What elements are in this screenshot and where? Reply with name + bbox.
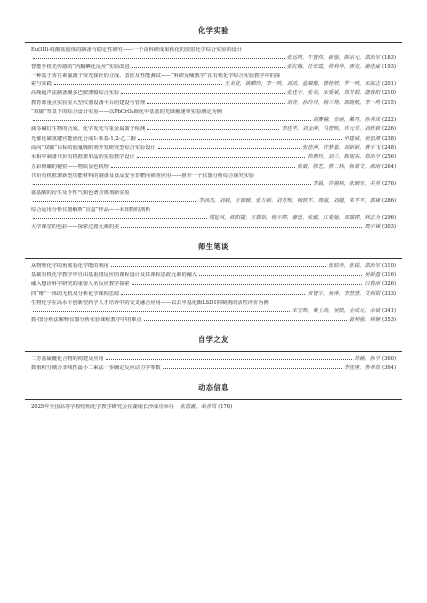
page-number: (210) xyxy=(382,90,396,97)
article-authors: 申建威，吴思源 xyxy=(343,135,381,142)
article-title: 智能手机光传感的“丙酮碘化反应”实验改进 xyxy=(31,63,130,70)
dot-leader xyxy=(121,294,305,295)
toc-entry[interactable] xyxy=(31,207,396,222)
dot-leader xyxy=(147,103,285,104)
toc-entry[interactable] xyxy=(31,164,396,172)
article-title: “双碳”背景下的综合设计实验——以PbCrO₄催化甲基蓝的光降解速率实验测定为例 xyxy=(31,109,222,116)
article-title: 基础有机化学教学中自由基重排反应的课程设计及其课程思政元素的融入 xyxy=(31,272,198,279)
article-title: 综合运用分析仪器解析“盲盒”样品——未知物的剖析 xyxy=(31,207,151,214)
article-authors: 郑征风，欧阳捷，王瑞如，杨宇婷，廖忠，张敏，江爱瑜，邓瑞婷，林志为 xyxy=(208,214,381,221)
page-number: (256) xyxy=(382,154,396,161)
article-authors: 宋宝辉，秦上尚，吴凯，金成元，余斌 xyxy=(291,307,381,314)
toc-section xyxy=(31,26,396,232)
toc-section xyxy=(31,335,396,373)
article-authors: 张恩鑫，荣善岚 xyxy=(179,403,217,410)
entry-line xyxy=(31,173,396,181)
dot-leader xyxy=(132,284,363,285)
entry-line xyxy=(31,291,396,299)
page-number: (226) xyxy=(382,126,396,133)
page-number: (176) xyxy=(218,403,233,410)
toc-entry[interactable] xyxy=(31,224,396,232)
toc-entry[interactable] xyxy=(31,90,396,98)
dot-leader xyxy=(33,120,311,121)
toc-entry[interactable] xyxy=(31,154,396,162)
dot-leader xyxy=(111,266,326,267)
dot-leader xyxy=(121,227,362,228)
article-authors: 张佳宇，张美，宋爱斌，郑芳娟，蒲春阳 xyxy=(286,90,381,97)
toc-entry[interactable] xyxy=(31,300,396,315)
article-authors: 刘赛楠，安丽，戴丹，孙秀成 xyxy=(312,116,381,123)
page-number: (248) xyxy=(382,144,396,151)
entry-line xyxy=(31,190,396,198)
entry-line xyxy=(31,109,396,117)
entry-line xyxy=(31,198,396,206)
article-title: 四“维”一体的无机及分析化学课程思政 xyxy=(31,290,120,297)
entry-line xyxy=(31,356,396,364)
entry-line xyxy=(31,164,396,172)
article-title: 滴芬碱钉生物的合成、化学发光与重金属离子检测 xyxy=(31,126,146,133)
article-authors: 张敏，徐艺，蔡二林，杨景文，郝雨 xyxy=(297,163,381,170)
article-title: 水相中制备共价有机框架单晶的实验教学设计 xyxy=(31,154,135,161)
article-title: 氨基酸的衍生及手性气相色谱含离剂新实验 xyxy=(31,190,130,197)
page-number: (333) xyxy=(382,290,396,297)
section-divider xyxy=(25,351,402,352)
dot-leader xyxy=(137,157,306,158)
article-authors: 周宇锦 xyxy=(364,224,381,231)
toc-entry[interactable] xyxy=(31,109,396,124)
article-title: Eu(III)-硅酸盐胶体的制备与稳定性研究——一个由科研成果转化的放射化学综合实验的设计 xyxy=(31,47,243,53)
entry-line xyxy=(31,90,396,98)
article-title: 数值积分耦合非线性最小二乘法一步确定反应动力学参数 xyxy=(31,365,161,372)
page-number: (222) xyxy=(382,116,396,123)
page-number: (215) xyxy=(382,99,396,106)
toc-entry[interactable] xyxy=(31,272,396,280)
dot-leader xyxy=(106,359,352,360)
dot-leader xyxy=(121,93,284,94)
dot-leader xyxy=(132,67,285,68)
section-title: 化学实验 xyxy=(198,26,229,35)
dot-leader xyxy=(33,184,311,185)
section-divider xyxy=(25,42,402,43)
section-title: 动态信息 xyxy=(198,382,229,392)
entry-line xyxy=(31,317,396,325)
entry-line xyxy=(31,404,396,412)
toc-entry[interactable] xyxy=(31,356,396,364)
article-title: 二芳基硫醚化合物的构建及应用 xyxy=(31,355,104,362)
entry-line xyxy=(31,81,396,89)
toc-entry[interactable] xyxy=(31,47,396,62)
toc-entry[interactable] xyxy=(31,281,396,289)
dot-leader xyxy=(111,167,295,168)
article-authors: 黄利强，林婉 xyxy=(348,317,381,324)
toc-entry[interactable] xyxy=(31,64,396,72)
article-authors: 吕春雨 xyxy=(364,281,381,288)
entry-line xyxy=(31,154,396,162)
page-number: (310) xyxy=(382,262,396,269)
entry-line xyxy=(31,365,396,373)
dot-leader xyxy=(33,201,196,202)
article-title: 五彩斑斓的秘密——物质显色机理 xyxy=(31,163,109,170)
entry-line xyxy=(31,47,396,55)
entry-line xyxy=(31,136,396,144)
article-title: 光催化碳氢键官能团化合成1-苯基-1,2-乙二醇 xyxy=(31,135,136,142)
toc-entry[interactable] xyxy=(31,145,396,153)
article-authors: 刘青，孙玲丹，杨兰翔，郭晓航，李一鸣 xyxy=(286,99,381,106)
article-title: 生物化学在高水平创新型药学人才培养中的交叉融合应用——以去甲基化酶LSD1抑制剂的活性评价为例 xyxy=(31,300,269,307)
article-authors: 张昭寿，张锐，郭治军 xyxy=(328,262,381,269)
entry-line xyxy=(31,272,396,280)
toc-section xyxy=(31,383,396,412)
page-number: (238) xyxy=(382,135,396,142)
toc-entry[interactable] xyxy=(31,404,396,412)
article-title: 大学课堂的色彩——探索过渡元素的美 xyxy=(31,224,120,231)
article-title: 数-图分析法解释仪器分析实验课程教学中的难点 xyxy=(31,317,142,324)
entry-line xyxy=(31,64,396,72)
toc-entry[interactable] xyxy=(31,173,396,188)
toc-entry[interactable] xyxy=(31,263,396,271)
page-number: (326) xyxy=(382,281,396,288)
article-authors: 李佳丰，刘金萍，马智辉，许元芳，刘欣毅 xyxy=(281,126,381,133)
page-number: (364) xyxy=(382,365,396,372)
dot-leader xyxy=(33,58,285,59)
toc-entry[interactable] xyxy=(31,190,396,205)
article-title: 共价有机框架新型功能材料的制备及食品安全非靶向筛查应用——推介一个仪器分析综合探究实验 xyxy=(31,173,255,180)
section-divider xyxy=(25,399,402,400)
entry-line xyxy=(31,281,396,289)
article-title: 面向“双碳”目标的胶氟吸附剂开发研究型综合实验设计 xyxy=(31,144,156,151)
entry-line xyxy=(31,207,396,215)
page-number: (201) xyxy=(382,80,396,87)
dot-leader xyxy=(158,148,301,149)
article-authors: 青智宇，吴萍，李慧慧，文利娟 xyxy=(307,290,381,297)
toc-section xyxy=(31,242,396,325)
page-number: (303) xyxy=(382,224,396,231)
toc-entry[interactable] xyxy=(31,317,396,325)
entry-line xyxy=(31,308,396,316)
article-title: 从物理化学的角度看化学能的利用 xyxy=(31,262,109,269)
dot-leader xyxy=(199,275,362,276)
dot-leader xyxy=(163,368,342,369)
entry-line xyxy=(31,145,396,153)
article-authors: 张红梅，任宏霞，侯利华，唐克，谢佳威 xyxy=(286,63,381,70)
page-number: (264) xyxy=(382,163,396,170)
article-authors: 张佳萍，许梦嘉，刘新新，曹宇飞 xyxy=(302,144,381,151)
article-authors: 李晨，许禧林，张颖军，关英 xyxy=(312,180,381,187)
article-title: 融入想诊科学研究的重要人名反应教学探索 xyxy=(31,281,130,288)
dot-leader xyxy=(54,84,223,85)
article-authors: 吴新盈 xyxy=(364,272,381,279)
article-title: 2025年全国高等学校结构化学教学研究会在湖南长沙成功举办 xyxy=(31,403,174,410)
page-number: (286) xyxy=(382,197,396,204)
toc-entry[interactable] xyxy=(31,365,396,373)
page-number: (183) xyxy=(382,54,396,61)
page-number: (341) xyxy=(382,307,396,314)
article-authors: 徐燕玲，刘兰，陈旭东，郑治亨 xyxy=(307,154,381,161)
article-title: 索与实践 xyxy=(31,80,52,87)
article-authors: 苏楠，孙亨 xyxy=(354,355,381,362)
article-authors: 李润杰，刘毅，王郁颖，张万新，刘芳辉，杨凯平，周强，刘超，朱平平，郭锦 xyxy=(198,197,381,204)
dot-leader xyxy=(144,320,347,321)
article-title: 一种基于香豆素氟离子荧光探针的合成、表征及性能测试——“科研反哺教学”在有机化学综合实验教学中的探 xyxy=(31,73,281,80)
page-number: (353) xyxy=(382,317,396,324)
entry-line xyxy=(31,263,396,271)
dot-leader xyxy=(33,311,290,312)
entry-line xyxy=(31,215,396,223)
entry-line xyxy=(31,117,396,125)
entry-line xyxy=(31,100,396,108)
section-title: 自学之友 xyxy=(198,334,229,344)
toc-entry[interactable] xyxy=(31,126,396,134)
dot-leader xyxy=(33,218,207,219)
article-authors: 李佳庚，鲁孝筠 xyxy=(343,365,381,372)
entry-line xyxy=(31,73,396,81)
article-title: 高频超声法制备聚多巴胺薄膜综合实验 xyxy=(31,90,120,97)
article-authors: 王美花，姚麒玲，李一鸣，刘清，蓝凝璇，曾桂妍，罗一鸣，宋淑志 xyxy=(224,80,381,87)
toc-entry[interactable] xyxy=(31,73,396,88)
entry-line xyxy=(31,55,396,63)
entry-line xyxy=(31,224,396,232)
section-title: 师生笔谈 xyxy=(198,241,229,251)
toc-entry[interactable] xyxy=(31,291,396,299)
page-number: (360) xyxy=(382,355,396,362)
page-number: (296) xyxy=(382,214,396,221)
article-authors: 张达鸣，牛智伟，新强，陈宗元，郭治军 xyxy=(286,54,381,61)
article-title: 教育部重点实验室大型仪器设备平台的建设与管理 xyxy=(31,99,146,106)
entry-line xyxy=(31,126,396,134)
dot-leader xyxy=(147,129,279,130)
page-number: (316) xyxy=(382,272,396,279)
section-divider xyxy=(25,258,402,259)
toc-entry[interactable] xyxy=(31,100,396,108)
page-number: (276) xyxy=(382,180,396,187)
dot-leader xyxy=(138,139,342,140)
toc-entry[interactable] xyxy=(31,136,396,144)
entry-line xyxy=(31,181,396,189)
page-number: (193) xyxy=(382,63,396,70)
entry-line xyxy=(31,300,396,308)
